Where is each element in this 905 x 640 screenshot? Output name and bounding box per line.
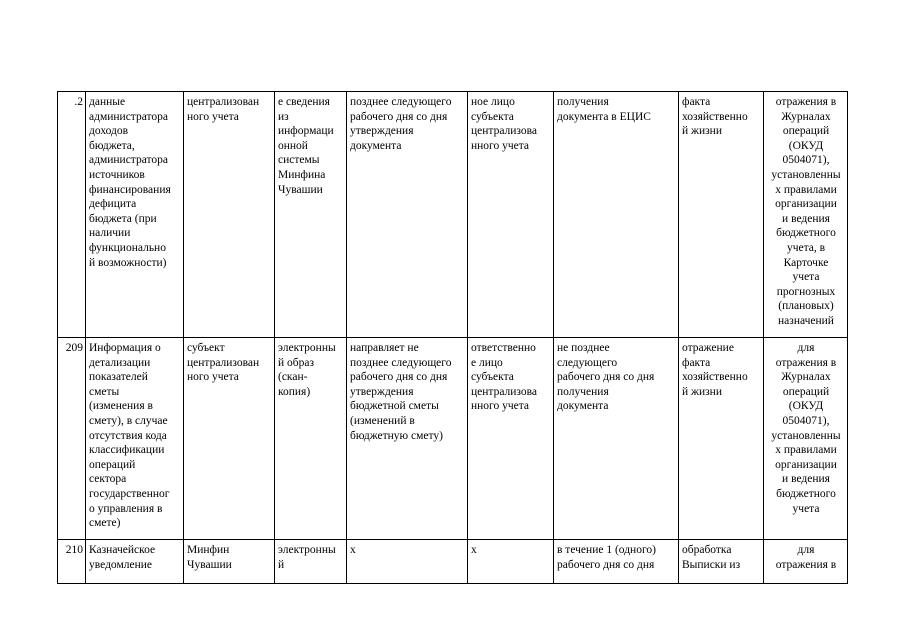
format-cell <box>275 540 347 584</box>
row-number-cell <box>58 92 86 338</box>
cell-text: x <box>471 544 477 556</box>
recipient-cell <box>468 338 554 540</box>
cell-text: Минфин Чувашии <box>187 544 232 571</box>
creator-cell <box>184 338 275 540</box>
cell-text: данные администратора доходов бюджета, администратора источников финансирования дефицита бюджета (при наличии функционально й возможности) <box>89 96 171 269</box>
cell-text: не позднее следующего рабочего дня со дня получения документа <box>557 342 655 413</box>
accounting-cell <box>764 92 848 338</box>
recipient-cell <box>468 92 554 338</box>
cell-text: отражения в Журналах операций (ОКУД 0504071), установленны х правилами организации и ведения бюджетного учета, в Карточке учета прогнозных (плановых) назначений <box>771 96 841 327</box>
recipient-cell <box>468 540 554 584</box>
accounting-cell <box>764 540 848 584</box>
cell-text: факта хозяйственно й жизни <box>682 96 748 138</box>
row-number-cell <box>58 338 86 540</box>
cell-text: .2 <box>74 96 83 108</box>
cell-text: ное лицо субъекта централизова нного учета <box>471 96 538 152</box>
deadline-cell <box>347 338 468 540</box>
cell-text: Казначейское уведомление <box>89 544 156 571</box>
table-row <box>58 92 848 338</box>
purpose-cell <box>679 540 764 584</box>
purpose-cell <box>679 338 764 540</box>
cell-text: 209 <box>65 342 83 354</box>
purpose-cell <box>679 92 764 338</box>
deadline-cell <box>347 92 468 338</box>
processing-deadline-cell <box>554 540 679 584</box>
cell-text: получения документа в ЕЦИС <box>557 96 651 123</box>
cell-text: Информация о детализации показателей сметы (изменения в смету), в случае отсутствия кода классификации операций сектора государственног о управления в смете) <box>89 342 170 530</box>
cell-text: для отражения в <box>775 544 837 571</box>
accounting-cell <box>764 338 848 540</box>
table-row <box>58 338 848 540</box>
creator-cell <box>184 540 275 584</box>
cell-text: в течение 1 (одного) рабочего дня со дня <box>557 544 656 571</box>
cell-text: централизован ного учета <box>187 96 260 123</box>
cell-text: для отражения в Журналах операций (ОКУД 0504071), установленны х правилами организации и ведения бюджетного учета <box>771 342 841 515</box>
cell-text: е сведения из информаци онной системы Минфина Чувашии <box>278 96 334 196</box>
table-row <box>58 540 848 584</box>
cell-text: позднее следующего рабочего дня со дня утверждения документа <box>350 96 452 152</box>
row-number-cell <box>58 540 86 584</box>
cell-text: электронны й <box>278 544 336 571</box>
creator-cell <box>184 92 275 338</box>
document-name-cell <box>86 338 184 540</box>
cell-text: обработка Выписки из <box>682 544 741 571</box>
document-name-cell <box>86 540 184 584</box>
format-cell <box>275 92 347 338</box>
cell-text: субъект централизован ного учета <box>187 342 260 384</box>
cell-text: направляет не позднее следующего рабочего дня со дня утверждения бюджетной сметы (изменений в бюджетную смету) <box>350 342 452 442</box>
cell-text: x <box>350 544 356 556</box>
cell-text: 210 <box>65 544 83 556</box>
document-name-cell <box>86 92 184 338</box>
cell-text: отражение факта хозяйственно й жизни <box>682 342 748 398</box>
processing-deadline-cell <box>554 92 679 338</box>
document-table <box>57 91 848 584</box>
format-cell <box>275 338 347 540</box>
processing-deadline-cell <box>554 338 679 540</box>
deadline-cell <box>347 540 468 584</box>
cell-text: электронны й образ (скан- копия) <box>278 342 336 398</box>
cell-text: ответственно е лицо субъекта централизова нного учета <box>471 342 538 413</box>
